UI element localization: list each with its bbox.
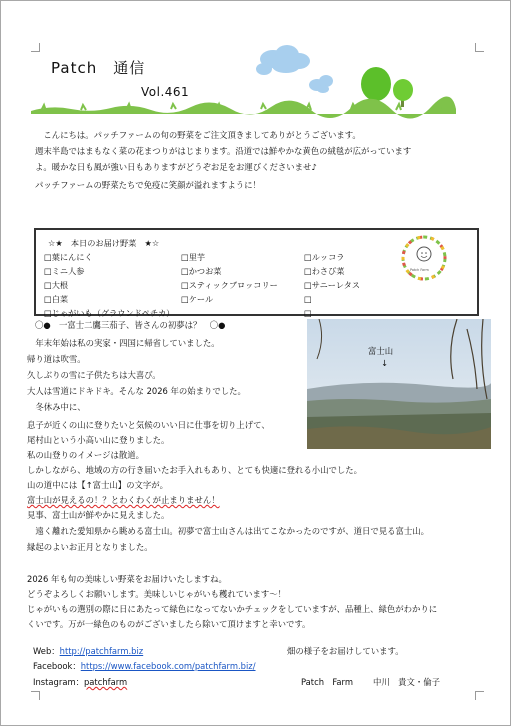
margin-mark-bottom-right <box>475 691 484 700</box>
article-line: 山の道中には【↑富士山】の文字が。 <box>27 480 169 490</box>
vegetable-item: □大根 <box>44 280 69 290</box>
article-line: 久しぶりの雪に子供たちは大喜び。 <box>27 370 161 380</box>
vegetable-item: □かつお菜 <box>181 266 222 276</box>
vegetable-item: □ <box>304 308 312 318</box>
vegetable-item: □スティックブロッコリー <box>181 280 278 290</box>
patch-farm-logo <box>398 232 450 284</box>
web-row <box>33 645 143 657</box>
article-line: 年末年始は私の実家・四国に帰省していました。 <box>27 338 220 348</box>
article-line: 縁起のよいお正月となりました。 <box>27 542 153 552</box>
farm-note: 畑の様子をお届けしています。 <box>287 646 404 656</box>
facebook-link[interactable]: https://www.facebook.com/patchfarm.biz/ <box>80 661 256 671</box>
volume-number: Vol.461 <box>141 85 190 99</box>
vegetable-item: □ルッコラ <box>304 252 345 262</box>
closing-line: どうぞよろしくお願いします。美味しいじゃがいも穫れています～！ <box>27 589 286 599</box>
intro-line: パッチファームの野菜たちで免疫に笑顔が溢れますように！ <box>35 180 261 190</box>
closing-line: くいです。万が一緑色のものがございましたら除いて頂けますと幸いです。 <box>27 619 311 629</box>
closing-line: じゃがいもの選別の際に日にあたって緑色になってないかチェックをしていますが、品種上、緑色がわかりに <box>27 604 438 614</box>
margin-mark-top-right <box>475 43 484 52</box>
article-line: 冬休み中に、 <box>27 402 86 412</box>
article-line: しかしながら、地域の方の行き届いたお手入れもあり、とても快適に登れる小山でした。 <box>27 465 362 475</box>
fuji-photo <box>307 319 491 449</box>
logo-text: Patch Farm <box>410 268 429 272</box>
newsletter-title: Patch 通信 <box>51 59 146 77</box>
fuji-label: 富士山 <box>368 346 394 356</box>
intro-line: よ。暖かな日も風が強い日もありますがどうぞお足をお運びくださいませ♪ <box>35 162 317 172</box>
vegetable-item: □ミニ人参 <box>44 266 85 276</box>
header-illustration <box>31 39 471 119</box>
vegetable-item: □里芋 <box>181 252 206 262</box>
vegetable-item: □サニーレタス <box>304 280 361 290</box>
vegetable-item: □白菜 <box>44 294 69 304</box>
article-line: 大人は雪道にドキドキ。そんな 2026 年の始まりでした。 <box>27 386 246 396</box>
instagram-label: Instagram： <box>33 677 84 687</box>
web-label: Web： <box>33 646 60 656</box>
instagram-row <box>33 676 127 688</box>
vegetable-item: □わさび菜 <box>304 266 345 276</box>
article-line: 富士山が見えるの！？とわくわくが止まりません！ <box>27 495 220 505</box>
article-heading: 〇● 一富士二鷹三茄子、皆さんの初夢は？ 〇● <box>35 320 226 330</box>
vegetable-item: □じゃがいも（グラウンドペチカ） <box>44 308 175 318</box>
closing-line: 2026 年も旬の美味しい野菜をお届けいたしますね。 <box>27 574 227 584</box>
cloud-icon <box>256 45 333 93</box>
author-names: 中川 貴文・倫子 <box>373 677 440 687</box>
instagram-handle: patchfarm <box>83 677 128 687</box>
article-line: 見事、富士山が鮮やかに見えました。 <box>27 510 170 520</box>
article-line: 尾村山という小高い山に登りました。 <box>27 435 170 445</box>
facebook-label: Facebook： <box>33 661 81 671</box>
down-arrow-icon: ↓ <box>381 358 389 368</box>
vegetable-item: □ <box>304 294 312 304</box>
farm-name: Patch Farm <box>301 677 354 687</box>
grass-border <box>31 96 456 118</box>
intro-line: 週末半島ではまもなく菜の花まつりがはじまります。沿道では鮮やかな黄色の絨毯が広がっています <box>35 146 412 156</box>
web-link[interactable]: http://patchfarm.biz <box>59 646 144 656</box>
facebook-row <box>33 660 256 672</box>
vegetable-item: □ケール <box>181 294 214 304</box>
margin-mark-bottom-left <box>31 691 40 700</box>
intro-line: こんにちは。パッチファームの旬の野菜をご注文頂きましてありがとうございます。 <box>35 130 361 140</box>
article-line: 息子が近くの山に登りたいと気候のいい日に仕事を切り上げて、 <box>27 420 270 430</box>
article-line: 私の山登りのイメージは散道。 <box>27 450 144 460</box>
vegbox-heading: ☆★ 本日のお届け野菜 ★☆ <box>48 238 160 248</box>
article-line: 遠く離れた愛知県から眺める富士山。初夢で富士山さんは出てこなかったのですが、道日で見る富士山。 <box>27 526 429 536</box>
vegetable-item: □葉にんにく <box>44 252 93 262</box>
article-line: 帰り道は吹雪。 <box>27 354 86 364</box>
vegetable-list-box <box>34 228 479 316</box>
